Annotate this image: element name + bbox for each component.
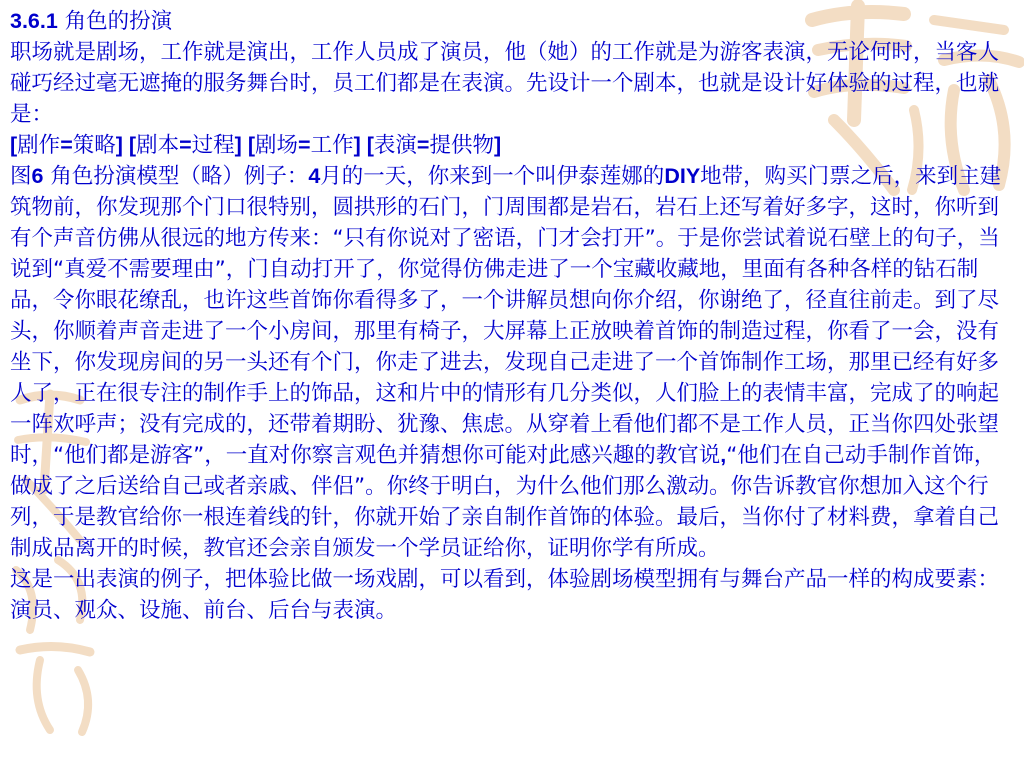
equation-line [10,130,1014,161]
section-title: 角色的扮演 [57,9,173,34]
figure-number: 6 [31,164,44,188]
section-number: 3.6.1 [10,9,58,33]
equation-2: [剧本=过程] [122,133,242,158]
example-comma: , [720,443,727,467]
example-text-c: “他们在自己动手制作首饰，做成了之后送给自己或者亲戚、伴侣”。你终于明白，为什么他们那么激动。你告诉教官你想加入这个行列，于是教官给你一根连着线的针，你就开始了亲自制作首饰的体验。最后，当你付了材料费，拿着自己制成品离开的时候，教官还会亲自颁发一个学员证给你，证明你学有所成。 [10,443,1000,561]
diy-label: DIY [664,164,701,188]
figure-prefix: 图 [10,164,32,189]
equation-4: [表演=提供物] [360,133,502,158]
figure-caption: 角色扮演模型（略）例子： [43,164,309,189]
example-text-a: 月的一天，你来到一个叫伊泰莲娜的 [320,164,665,189]
example-text-b: 地带，购买门票之后，来到主建筑物前，你发现那个门口很特别，圆拱形的石门，门周围都是岩石，岩石上还写着好多字，这时，你听到有个声音仿佛从很远的地方传来：“只有你说对了密语，门才会打开”。于是你尝试着说石壁上的句子，当说到“真爱不需要理由”，门自动打开了，你觉得仿佛走进了一个宝藏收藏地，里面有各种各样的钻石制品，令你眼花缭乱，也许这些首饰你看得多了，一个讲解员想向你介绍，你谢绝了，径直往前走。到了尽头，你顺着声音走进了一个小房间，那里有椅子，大屏幕上正放映着首饰的制造过程，你看了一会，没有坐下，你发现房间的另一头还有个门，你走了进去，发现自己走进了一个首饰制作工场，那里已经有好多人了，正在很专注的制作手上的饰品，这和片中的情形有几分类似，人们脸上的表情丰富，完成了的响起一阵欢呼声；没有完成的，还带着期盼、犹豫、焦虑。从穿着上看他们都不是工作人员，正当你四处张望时，“他们都是游客”，一直对你察言观色并猜想你可能对此感兴趣的教官说 [10,164,1002,468]
example-paragraph [10,161,1014,564]
month-number: 4 [308,164,321,188]
section-heading [10,6,1014,37]
intro-paragraph: 职场就是剧场，工作就是演出，工作人员成了演员，他（她）的工作就是为游客表演，无论何时，当客人碰巧经过毫无遮掩的服务舞台时，员工们都是在表演。先设计一个剧本，也就是设计好体验的过程，也就是： [10,40,1000,127]
equation-1: [剧作=策略] [10,133,123,158]
slide-content [10,6,1014,626]
conclusion-paragraph: 这是一出表演的例子，把体验比做一场戏剧，可以看到，体验剧场模型拥有与舞台产品一样的构成要素：演员、观众、设施、前台、后台与表演。 [10,567,1000,623]
equation-3: [剧场=工作] [241,133,361,158]
